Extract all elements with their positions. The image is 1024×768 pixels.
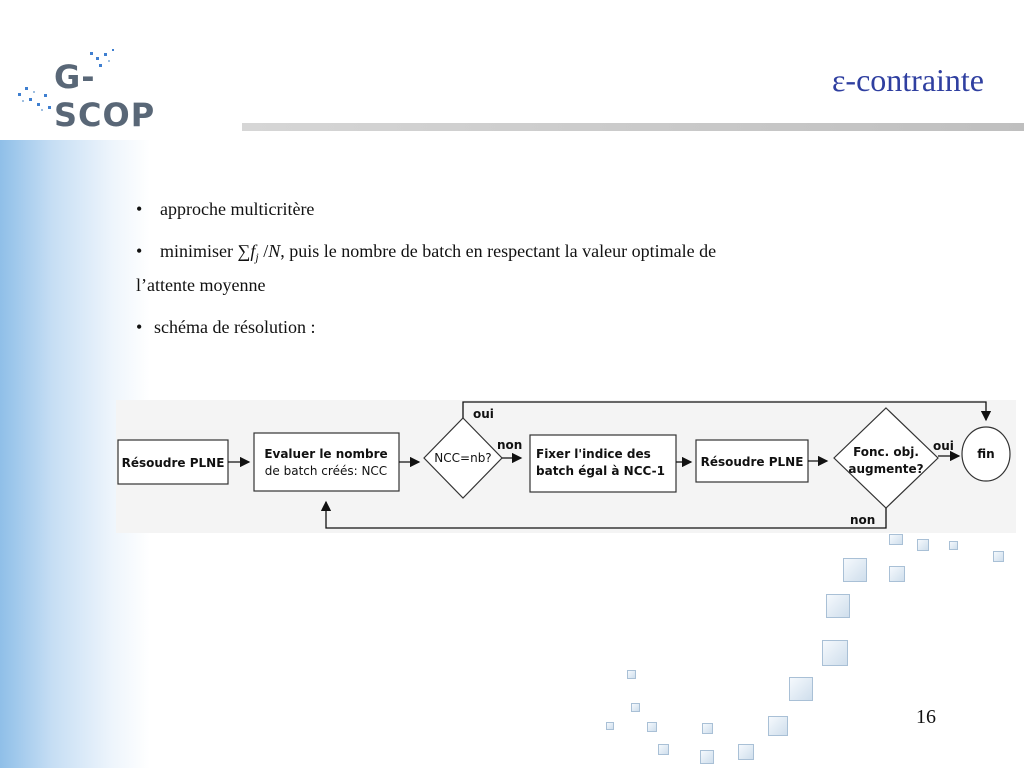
bullet-icon: • — [136, 199, 143, 219]
math-f: f — [250, 241, 256, 261]
g-scop-logo — [14, 48, 194, 134]
bullet-list — [136, 195, 896, 355]
title-divider — [242, 123, 1024, 131]
slide-title: ε-contrainte — [831, 62, 984, 98]
resolution-flowchart — [116, 398, 1016, 538]
math-subscript-j: j — [255, 250, 259, 264]
decor-square — [889, 534, 903, 545]
decor-square — [700, 750, 714, 764]
box-fixer-line1: Fixer l'indice des — [536, 447, 651, 461]
box-resoudre-plne-1-label: Résoudre PLNE — [121, 456, 225, 470]
decor-square — [606, 722, 614, 730]
decor-square — [822, 640, 848, 666]
end-label: fin — [977, 447, 995, 461]
label-oui-2: oui — [933, 439, 954, 453]
decor-square — [993, 551, 1004, 562]
math-divide: / — [258, 241, 269, 261]
decor-square — [738, 744, 754, 760]
box-evaluer-line2: de batch créés: NCC — [264, 464, 388, 478]
box-evaluer-line1: Evaluer le nombre — [264, 447, 388, 461]
decor-square — [768, 716, 788, 736]
logo-text: G-SCOP — [54, 58, 156, 134]
bullet-item-1 — [136, 195, 896, 223]
decor-square — [658, 744, 669, 755]
bullet-item-3 — [136, 313, 896, 341]
decor-square — [949, 541, 958, 550]
bullet-text-1: approche multicritère — [160, 199, 315, 219]
decor-square — [889, 566, 905, 582]
bullet-icon: • — [136, 241, 143, 261]
bullet-text-2-prefix: minimiser — [160, 241, 233, 261]
bullet-text-3: schéma de résolution : — [154, 317, 316, 337]
box-evaluer-nombre — [254, 433, 399, 491]
label-non-1: non — [497, 438, 523, 452]
decor-square — [826, 594, 850, 618]
decor-square — [702, 723, 713, 734]
bullet-text-2-line2: l’attente moyenne — [136, 275, 266, 295]
decor-square — [627, 670, 636, 679]
math-N: N — [268, 241, 281, 261]
label-oui-top: oui — [473, 407, 494, 421]
decor-square — [631, 703, 640, 712]
bullet-item-2 — [136, 237, 896, 299]
label-non-bottom: non — [850, 513, 876, 527]
bullet-icon: • — [136, 317, 143, 337]
bullet-text-2-suffix: , puis le nombre de batch en respectant la valeur optimale de — [280, 241, 717, 261]
decor-square — [917, 539, 929, 551]
decor-square — [789, 677, 813, 701]
decor-square — [647, 722, 657, 732]
box-resoudre-plne-2-label: Résoudre PLNE — [700, 455, 804, 469]
decor-square — [843, 558, 867, 582]
box-fixer-line2: batch égal à NCC-1 — [536, 464, 665, 478]
sum-symbol: ∑ — [237, 241, 251, 261]
page-number: 16 — [916, 706, 936, 728]
diamond-fonc-obj-line2: augmente? — [848, 462, 924, 476]
diamond-fonc-obj-line1: Fonc. obj. — [853, 445, 919, 459]
diamond-ncc-nb-label: NCC=nb? — [434, 451, 492, 465]
